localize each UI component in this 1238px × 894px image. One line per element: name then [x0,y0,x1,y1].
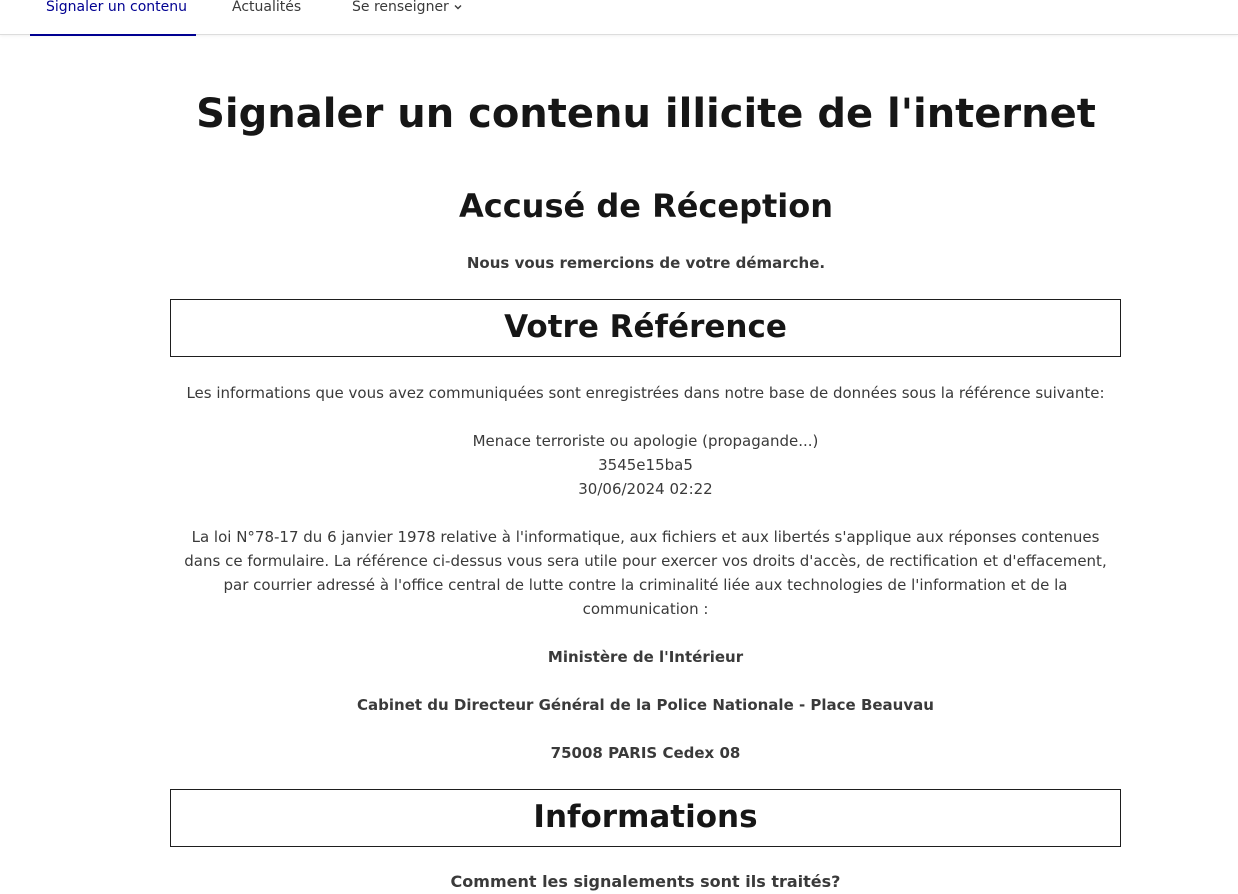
reference-intro: Les informations que vous avez communiquées sont enregistrées dans notre base de données sous la référence suivante: [186,384,1105,402]
reference-category: Menace terroriste ou apologie (propagande...) [472,432,819,450]
nav-item-label: Signaler un contenu [46,0,188,15]
reference-heading: Votre Référence [170,299,1121,357]
nav-se-renseigner[interactable] [336,0,486,35]
processing-question: Comment les signalements sont ils traités? [450,872,841,891]
ministry-name: Ministère de l'Intérieur [547,648,744,666]
reference-datetime: 30/06/2024 02:22 [578,480,713,498]
reference-code: 3545e15ba5 [598,456,693,474]
top-navigation [0,0,1238,35]
page-title: Signaler un contenu illicite de l'internet [196,91,1096,137]
thanks-message: Nous vous remercions de votre démarche. [466,254,826,272]
postal-address: 75008 PARIS Cedex 08 [550,744,741,762]
nav-item-label: Se renseigner [352,0,449,15]
informations-heading: Informations [170,789,1121,847]
cabinet-name: Cabinet du Directeur Général de la Police Nationale - Place Beauvau [357,696,934,714]
nav-actualites[interactable] [216,0,316,35]
nav-signaler-un-contenu[interactable] [30,0,196,35]
law-notice: La loi N°78-17 du 6 janvier 1978 relative à l'informatique, aux fichiers et aux libertés s'applique aux réponses contenues dans ce formulaire. La référence ci-dessus vous sera utile pour exercer vos droits d'accès, de rectification et d'effacement, par courrier adressé à l'office central de lutte contre la criminalité liée aux technologies de l'information et de la communication : [184,528,1107,618]
nav-item-label: Actualités [232,0,302,15]
page-subtitle: Accusé de Réception [458,187,834,225]
chevron-down-icon [453,2,463,12]
